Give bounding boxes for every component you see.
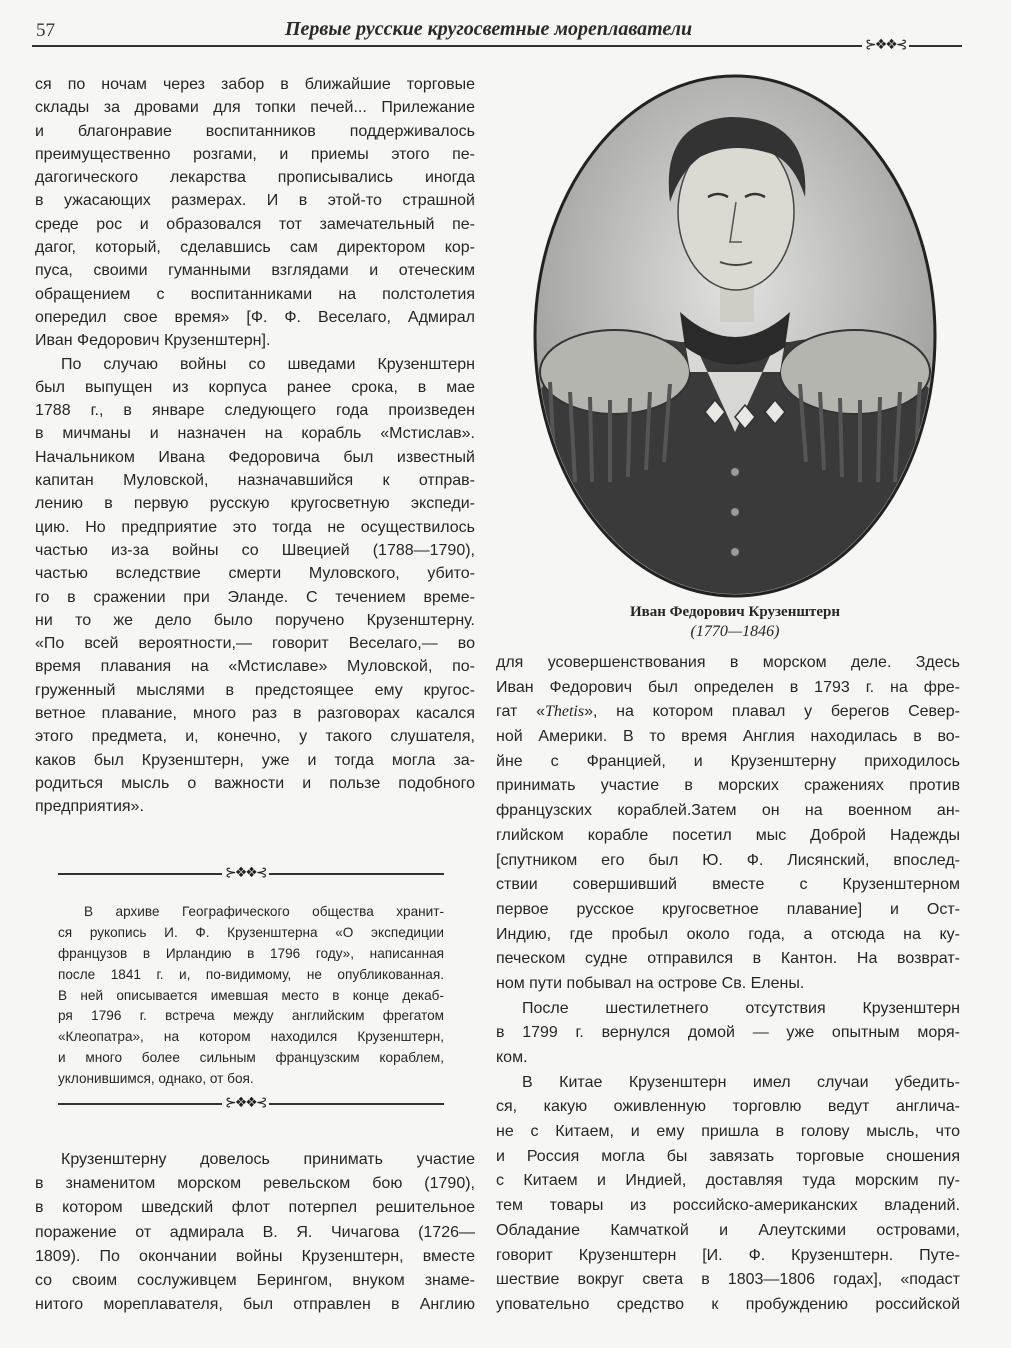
- text-line: груженный мыслями в предстоящее ему кругос-: [35, 681, 475, 699]
- text-line: После шестилетнего отсутствия Крузенштерн: [522, 999, 960, 1017]
- text-line: [спутником его был Ю. Ф. Лисянский, впослед-: [496, 851, 960, 869]
- text-line: Иван Федорович Крузенштерн].: [35, 332, 271, 350]
- text-line: преимущественно розгами, и приемы этого пе-: [35, 145, 475, 163]
- text-line: [496, 700, 960, 725]
- text-line: поражение от адмирала В. Я. Чичагова (1726—: [35, 1223, 475, 1241]
- text-line: капитан Муловской, назначавшийся к отправ-: [35, 472, 475, 490]
- text-line: после 1841 г. и, по-видимому, не опубликованная.: [58, 966, 444, 982]
- text-line: и много более сильным французским кораблем,: [58, 1050, 444, 1066]
- right-column-text: [496, 651, 960, 1318]
- text-line: «По всей вероятности,— говорит Веселаго,— во: [35, 635, 475, 653]
- portrait-caption-name: Иван Федорович Крузенштерн: [629, 604, 841, 620]
- text-line: глийском корабле посетил мыс Доброй Надежды: [496, 826, 960, 844]
- text-line: 1809). По окончании войны Крузенштерн, вместе: [35, 1247, 475, 1265]
- text-line: принимать участие в морских сражениях против: [496, 777, 960, 795]
- italic-ship-name: Thetis: [544, 703, 585, 721]
- text-line: ком.: [496, 1049, 528, 1066]
- text-line: нитого мореплавателя, был отправлен в Англию: [35, 1296, 475, 1314]
- note-top-ornament-icon: ⊱❖❖⊰: [222, 866, 269, 880]
- text-line: с Китаем и Индией, доставляя туда морским пу-: [496, 1172, 960, 1190]
- text-line: каков был Крузенштерн, уже и тогда могла за-: [35, 751, 475, 769]
- left-column-bottom-text: [35, 1148, 475, 1317]
- left-column-text: [35, 73, 475, 819]
- text-segment: гат «: [496, 703, 545, 721]
- text-line: Индию, где пробыл около года, а отсюда на ку-: [496, 925, 960, 943]
- text-line: говорит Крузенштерн [И. Ф. Крузенштерн. Путе-: [496, 1246, 960, 1264]
- text-line: Начальником Ивана Федоровича был известный: [35, 448, 475, 466]
- text-line: Обладание Камчаткой и Алеутскими островами,: [496, 1221, 960, 1239]
- text-line: в 1799 г. вернулся домой — уже опытным моря-: [496, 1024, 960, 1042]
- text-line: ря 1796 г. встреча между английским фрегатом: [58, 1008, 444, 1024]
- text-line: частью вследствие смерти Муловского, убито-: [35, 565, 475, 583]
- sidebar-note: [58, 902, 444, 1090]
- running-title: Первые русские кругосветные мореплаватели: [285, 18, 693, 40]
- text-line: ся, какую оживленную торговлю ведут англича-: [496, 1098, 960, 1116]
- text-line: ся рукопись И. Ф. Крузенштерна «О экспедиции: [58, 924, 444, 940]
- text-line: был выпущен из корпуса ранее срока, в мае: [35, 378, 475, 396]
- text-line: не с Китаем, и ему пришла в голову мысль, что: [496, 1123, 960, 1141]
- text-line: в ужасающих размерах. И в этой-то страшной: [35, 192, 475, 210]
- text-line: среде рос и образовался тот замечательный пе-: [35, 215, 475, 233]
- text-line: пуса, своими гуманными взглядами и отеческим: [35, 262, 475, 280]
- text-line: родиться мысль о важности и пользе подобного: [35, 774, 475, 792]
- text-segment: », на котором плавал у берегов Север-: [584, 703, 961, 721]
- text-line: ствии совершивший вместе с Крузенштерном: [496, 876, 960, 894]
- text-line: 1788 г., в январе следующего года произведен: [35, 402, 475, 420]
- text-line: этого предмета, и, конечно, у такого слушателя,: [35, 728, 475, 746]
- text-line: го в сражении при Эланде. С течением време-: [35, 588, 475, 606]
- text-line: для усовершенствования в морском деле. Здесь: [496, 654, 960, 671]
- text-line: частью из-за войны со Швецией (1788—1790),: [35, 541, 475, 559]
- text-line: ной Америки. В то время Англия находилась в во-: [496, 728, 960, 746]
- page-number: 57: [36, 20, 55, 41]
- text-line: обращением с воспитанниками на полстолетия: [35, 285, 475, 303]
- text-line: Крузенштерну довелось принимать участие: [61, 1151, 475, 1168]
- text-line: время плавания на «Мстиславе» Муловской, по-: [35, 658, 475, 676]
- note-bottom-ornament-icon: ⊱❖❖⊰: [222, 1096, 269, 1110]
- text-line: и Россия могла бы завязать торговые сношения: [496, 1147, 960, 1165]
- text-line: печеском судне отправился в Кантон. На возврат-: [496, 950, 960, 968]
- text-line: дагогического лекарства прописывались иногда: [35, 169, 475, 187]
- text-line: ветное плавание, много раз в разговорах касался: [35, 705, 475, 723]
- text-line: в знаменитом морском ревельском бою (1790),: [35, 1175, 475, 1193]
- text-line: со своим сослуживцем Берингом, внуком знаме-: [35, 1271, 475, 1289]
- text-line: французских кораблей.Затем он на военном ан-: [496, 802, 960, 820]
- text-line: и благонравие воспитанников поддерживалось: [35, 122, 475, 140]
- portrait-image: [530, 72, 940, 600]
- text-line: В ней описывается имевшая место в конце декаб-: [58, 987, 444, 1003]
- text-line: первое русское кругосветное плавание] и Ост-: [496, 900, 960, 918]
- text-line: цию. Но предприятие это тогда не осуществилось: [35, 518, 475, 536]
- text-line: опередил свое время» [Ф. Ф. Веселаго, Адмирал: [35, 308, 475, 326]
- text-line: уповательно средство к пробуждению российской: [496, 1295, 960, 1313]
- text-line: уклонившимся, однако, от боя.: [58, 1071, 254, 1087]
- text-line: в мичманы и назначен на корабль «Мстислав».: [35, 425, 475, 443]
- text-line: «Клеопатра», на котором находился Крузенштерн,: [58, 1029, 444, 1045]
- header-ornament-icon: ⊱❖❖⊰: [862, 38, 909, 52]
- text-line: Иван Федорович был определен в 1793 г. на фре-: [496, 678, 960, 696]
- header-rule: [32, 45, 962, 47]
- text-line: ся по ночам через забор в ближайшие торговые: [35, 76, 475, 93]
- text-line: В Китае Крузенштерн имел случаи убедить-: [522, 1073, 960, 1091]
- text-line: лению в первую русскую кругосветную экспеди-: [35, 495, 475, 513]
- text-line: в котором шведский флот потерпел решительное: [35, 1199, 475, 1217]
- text-line: дагог, который, сделавшись сам директором кор-: [35, 239, 475, 257]
- text-line: шествие вокруг света в 1803—1806 годах], «подаст: [496, 1271, 960, 1289]
- text-line: йне с Францией, и Крузенштерну приходилось: [496, 752, 960, 770]
- portrait-caption-years: (1770—1846): [690, 623, 780, 640]
- text-line: ни то же дело было поручено Крузенштерну.: [35, 611, 475, 629]
- text-line: предприятия».: [35, 798, 144, 816]
- text-line: французов в Ирландию в 1796 году», написанная: [58, 945, 444, 961]
- text-line: В архиве Географического общества хранит-: [84, 904, 444, 919]
- text-line: склады за дровами для топки печей... Прилежание: [35, 99, 475, 117]
- text-line: По случаю войны со шведами Крузенштерн: [61, 355, 475, 373]
- text-line: тем товары из российско-американских владений.: [496, 1197, 960, 1215]
- text-line: ном пути побывал на острове Св. Елены.: [496, 974, 805, 992]
